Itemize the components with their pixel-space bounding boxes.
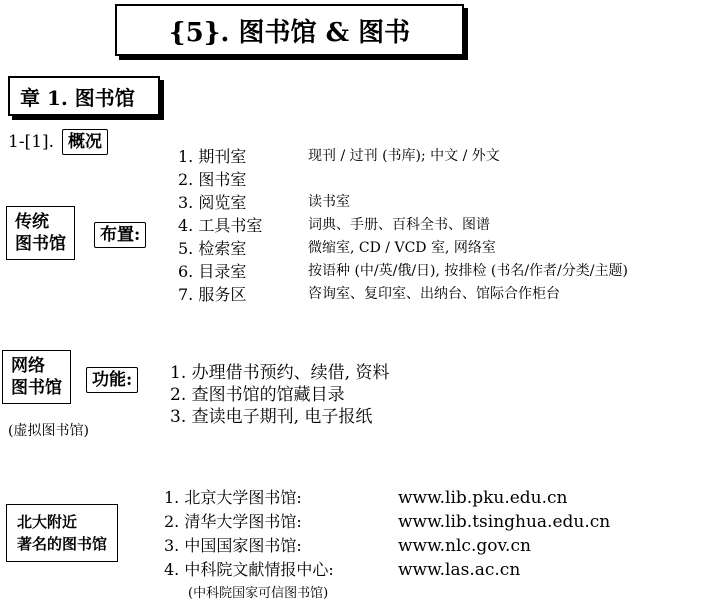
list-item: 2. 图书室 bbox=[178, 170, 247, 189]
library-name: 1. 北京大学图书馆: bbox=[164, 488, 302, 507]
library-url-link[interactable]: www.las.ac.cn bbox=[398, 560, 521, 580]
list-item: 3. 查读电子期刊, 电子报纸 bbox=[170, 407, 373, 427]
traditional-box-line2: 图书馆 bbox=[15, 234, 66, 254]
room-desc: 按语种 (中/英/俄/日), 按排检 (书名/作者/分类/主题) bbox=[308, 263, 628, 279]
list-item: 6. 目录室 bbox=[178, 262, 247, 281]
virtual-library-note: (虚拟图书馆) bbox=[8, 423, 89, 439]
overview-index: 1-[1]. bbox=[8, 132, 55, 152]
list-item: 1. 办理借书预约、续借, 资料 bbox=[170, 363, 390, 383]
chapter-heading: 章 1. 图书馆 bbox=[20, 86, 135, 110]
traditional-library-box bbox=[6, 206, 75, 260]
room-desc: 词典、手册、百科全书、图谱 bbox=[308, 217, 490, 233]
traditional-room-list bbox=[178, 145, 262, 306]
title-box bbox=[115, 4, 464, 56]
page-title: {5}. 图书馆 & 图书 bbox=[168, 18, 411, 48]
list-item: 4. 工具书室 bbox=[178, 216, 263, 235]
chapter-box bbox=[8, 76, 160, 116]
cas-library-note: (中科院国家可信图书馆) bbox=[188, 586, 329, 601]
room-desc: 现刊 / 过刊 (书库); 中文 / 外文 bbox=[308, 148, 500, 164]
network-library-box bbox=[2, 350, 71, 404]
traditional-box-line1: 传统 bbox=[15, 212, 49, 232]
list-item: 1. 期刊室 bbox=[178, 147, 247, 166]
library-name: 2. 清华大学图书馆: bbox=[164, 512, 302, 531]
overview-label: 概况 bbox=[62, 129, 108, 155]
room-desc bbox=[308, 168, 628, 191]
network-function-list bbox=[170, 362, 389, 428]
list-item: 2. 查图书馆的馆藏目录 bbox=[170, 385, 345, 405]
room-desc: 微缩室, CD / VCD 室, 网络室 bbox=[308, 240, 496, 256]
library-url-link[interactable]: www.lib.tsinghua.edu.cn bbox=[398, 512, 611, 532]
function-tag: 功能: bbox=[86, 367, 138, 393]
list-item: 5. 检索室 bbox=[178, 239, 247, 258]
network-box-line2: 图书馆 bbox=[11, 378, 62, 398]
famous-box-line1: 北大附近 bbox=[17, 513, 78, 531]
library-url-link[interactable]: www.nlc.gov.cn bbox=[398, 536, 531, 556]
list-item: 7. 服务区 bbox=[178, 285, 247, 304]
library-url-link[interactable]: www.lib.pku.edu.cn bbox=[398, 488, 568, 508]
library-name-list bbox=[164, 486, 334, 582]
room-desc: 咨询室、复印室、出纳台、馆际合作柜台 bbox=[308, 286, 560, 302]
network-box-line1: 网络 bbox=[11, 356, 45, 376]
traditional-room-descriptions bbox=[308, 145, 628, 306]
library-name: 3. 中国国家图书馆: bbox=[164, 536, 302, 555]
library-url-list bbox=[398, 486, 610, 582]
famous-box-line2: 著名的图书馆 bbox=[17, 535, 108, 553]
layout-tag: 布置: bbox=[94, 222, 146, 248]
list-item: 3. 阅览室 bbox=[178, 193, 247, 212]
famous-libraries-box bbox=[6, 504, 118, 562]
library-name: 4. 中科院文献情报中心: bbox=[164, 560, 334, 579]
room-desc: 读书室 bbox=[308, 194, 350, 210]
